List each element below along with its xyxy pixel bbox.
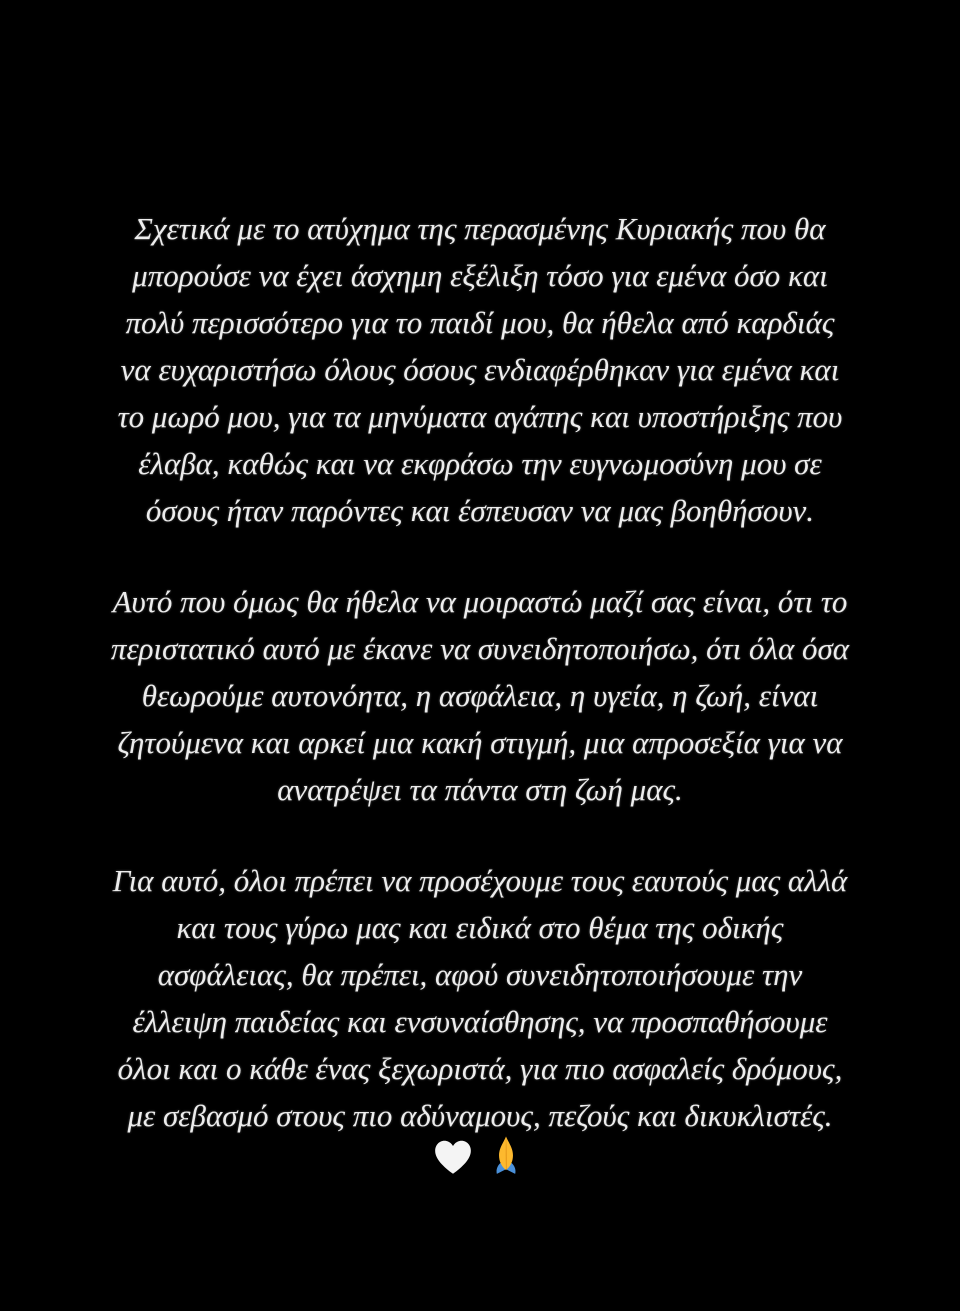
text-line: ανατρέψει τα πάντα στη ζωή μας. (277, 772, 683, 807)
text-line: έλλειψη παιδείας και ενσυναίσθησης, να προσπαθήσουμε (132, 1004, 828, 1039)
text-line: να ευχαριστήσω όλους όσους ενδιαφέρθηκαν για εμένα και (120, 352, 840, 387)
paragraph-3 (0, 857, 960, 1139)
paragraph-1 (0, 205, 960, 534)
emoji-row (0, 1132, 960, 1182)
text-line: ζητούμενα και αρκεί μια κακή στιγμή, μια απροσεξία για να (117, 725, 843, 760)
text-line: όλοι και ο κάθε ένας ξεχωριστά, για πιο ασφαλείς δρόμους, (117, 1051, 843, 1086)
text-line: μπορούσε να έχει άσχημη εξέλιξη τόσο για εμένα όσο και (132, 258, 828, 293)
text-line: πολύ περισσότερο για το παιδί μου, θα ήθελα από καρδιάς (125, 305, 835, 340)
story-text (0, 205, 960, 1183)
text-line: ασφάλειας, θα πρέπει, αφού συνειδητοποιήσουμε την (157, 957, 803, 992)
text-line: Αυτό που όμως θα ήθελα να μοιραστώ μαζί σας είναι, ότι το (112, 584, 848, 619)
paragraph-2 (0, 578, 960, 813)
text-line: το μωρό μου, για τα μηνύματα αγάπης και υποστήριξης που (117, 399, 843, 434)
text-line: θεωρούμε αυτονόητα, η ασφάλεια, η υγεία, η ζωή, είναι (141, 678, 819, 713)
text-line: Σχετικά με το ατύχημα της περασμένης Κυριακής που θα (134, 211, 826, 246)
text-line: έλαβα, καθώς και να εκφράσω την ευγνωμοσύνη μου σε (138, 446, 822, 481)
text-line: και τους γύρω μας και ειδικά στο θέμα της οδικής (176, 910, 784, 945)
text-line: Για αυτό, όλοι πρέπει να προσέχουμε τους εαυτούς μας αλλά (112, 863, 848, 898)
text-line: όσους ήταν παρόντες και έσπευσαν να μας βοηθήσουν. (145, 493, 815, 528)
text-line: περιστατικό αυτό με έκανε να συνειδητοποιήσω, ότι όλα όσα (110, 631, 850, 666)
text-line: με σεβασμό στους πιο αδύναμους, πεζούς και δικυκλιστές. (127, 1098, 833, 1133)
folded-hands-icon (484, 1132, 528, 1182)
white-heart-icon (432, 1134, 474, 1180)
